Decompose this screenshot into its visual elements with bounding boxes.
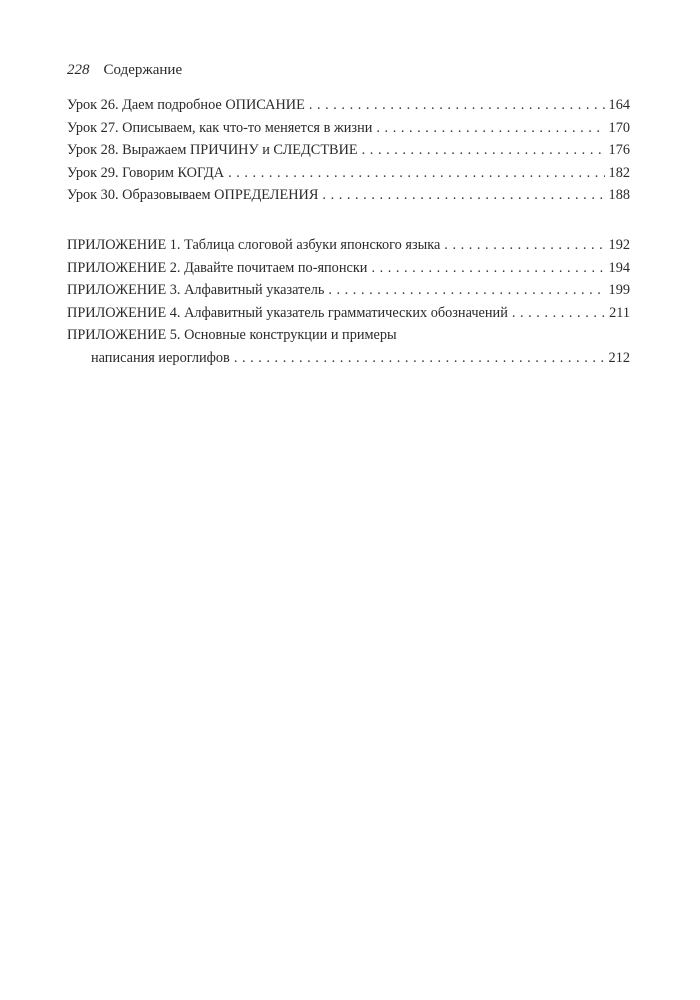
entry-page: 176 bbox=[608, 142, 630, 158]
dot-leader bbox=[322, 184, 604, 207]
dot-leader bbox=[371, 257, 604, 280]
entry-title: ПРИЛОЖЕНИЕ 3. Алфавитный указатель bbox=[67, 282, 325, 298]
toc-entry-lesson-26[interactable] bbox=[67, 94, 630, 117]
entry-page: 194 bbox=[608, 259, 630, 276]
toc-entry-lesson-27[interactable] bbox=[67, 117, 630, 140]
entry-page: 164 bbox=[608, 97, 630, 113]
dot-leader bbox=[328, 279, 604, 302]
toc-entry-appendix-1[interactable] bbox=[67, 234, 630, 257]
dot-leader bbox=[376, 117, 604, 140]
entry-title: Урок 27. Описываем, как что-то меняется в жизни bbox=[67, 119, 373, 136]
toc-entry-appendix-2[interactable] bbox=[67, 257, 630, 280]
toc-entry-lesson-29[interactable] bbox=[67, 162, 630, 185]
entry-page: 192 bbox=[608, 237, 630, 253]
toc-entry-lesson-30[interactable] bbox=[67, 184, 630, 207]
dot-leader bbox=[228, 162, 604, 185]
toc-entry-appendix-3[interactable] bbox=[67, 279, 630, 302]
page-header bbox=[67, 62, 182, 79]
dot-leader bbox=[444, 234, 604, 257]
dot-leader bbox=[512, 302, 605, 325]
page-number: 228 bbox=[67, 62, 90, 78]
entry-page: 170 bbox=[608, 119, 630, 136]
toc-entry-appendix-5-continuation[interactable] bbox=[67, 347, 630, 370]
entry-title: ПРИЛОЖЕНИЕ 1. Таблица слоговой азбуки японского языка bbox=[67, 237, 441, 253]
dot-leader bbox=[362, 139, 605, 162]
entry-title: написания иероглифов bbox=[91, 349, 230, 366]
entry-title: ПРИЛОЖЕНИЕ 2. Давайте почитаем по-японски bbox=[67, 259, 368, 276]
entry-title: ПРИЛОЖЕНИЕ 5. Основные конструкции и примеры bbox=[67, 327, 397, 343]
entry-page: 211 bbox=[609, 304, 630, 321]
entry-title: Урок 26. Даем подробное ОПИСАНИЕ bbox=[67, 97, 305, 113]
toc-entry-lesson-28[interactable] bbox=[67, 139, 630, 162]
dot-leader bbox=[309, 94, 605, 117]
entry-page: 188 bbox=[608, 187, 630, 203]
toc-entry-appendix-4[interactable] bbox=[67, 302, 630, 325]
section-title: Содержание bbox=[103, 62, 183, 78]
entry-title: Урок 28. Выражаем ПРИЧИНУ и СЛЕДСТВИЕ bbox=[67, 142, 358, 158]
toc-entry-appendix-5[interactable] bbox=[67, 324, 630, 347]
entry-title: Урок 29. Говорим КОГДА bbox=[67, 164, 225, 181]
dot-leader bbox=[234, 347, 605, 370]
entry-page: 182 bbox=[608, 164, 630, 181]
toc-lessons bbox=[67, 94, 630, 207]
entry-title: Урок 30. Образовываем ОПРЕДЕЛЕНИЯ bbox=[67, 187, 319, 203]
entry-page: 199 bbox=[608, 282, 630, 298]
entry-page: 212 bbox=[608, 349, 630, 366]
toc-appendices bbox=[67, 234, 630, 369]
entry-title: ПРИЛОЖЕНИЕ 4. Алфавитный указатель грамматических обозначений bbox=[67, 304, 508, 321]
